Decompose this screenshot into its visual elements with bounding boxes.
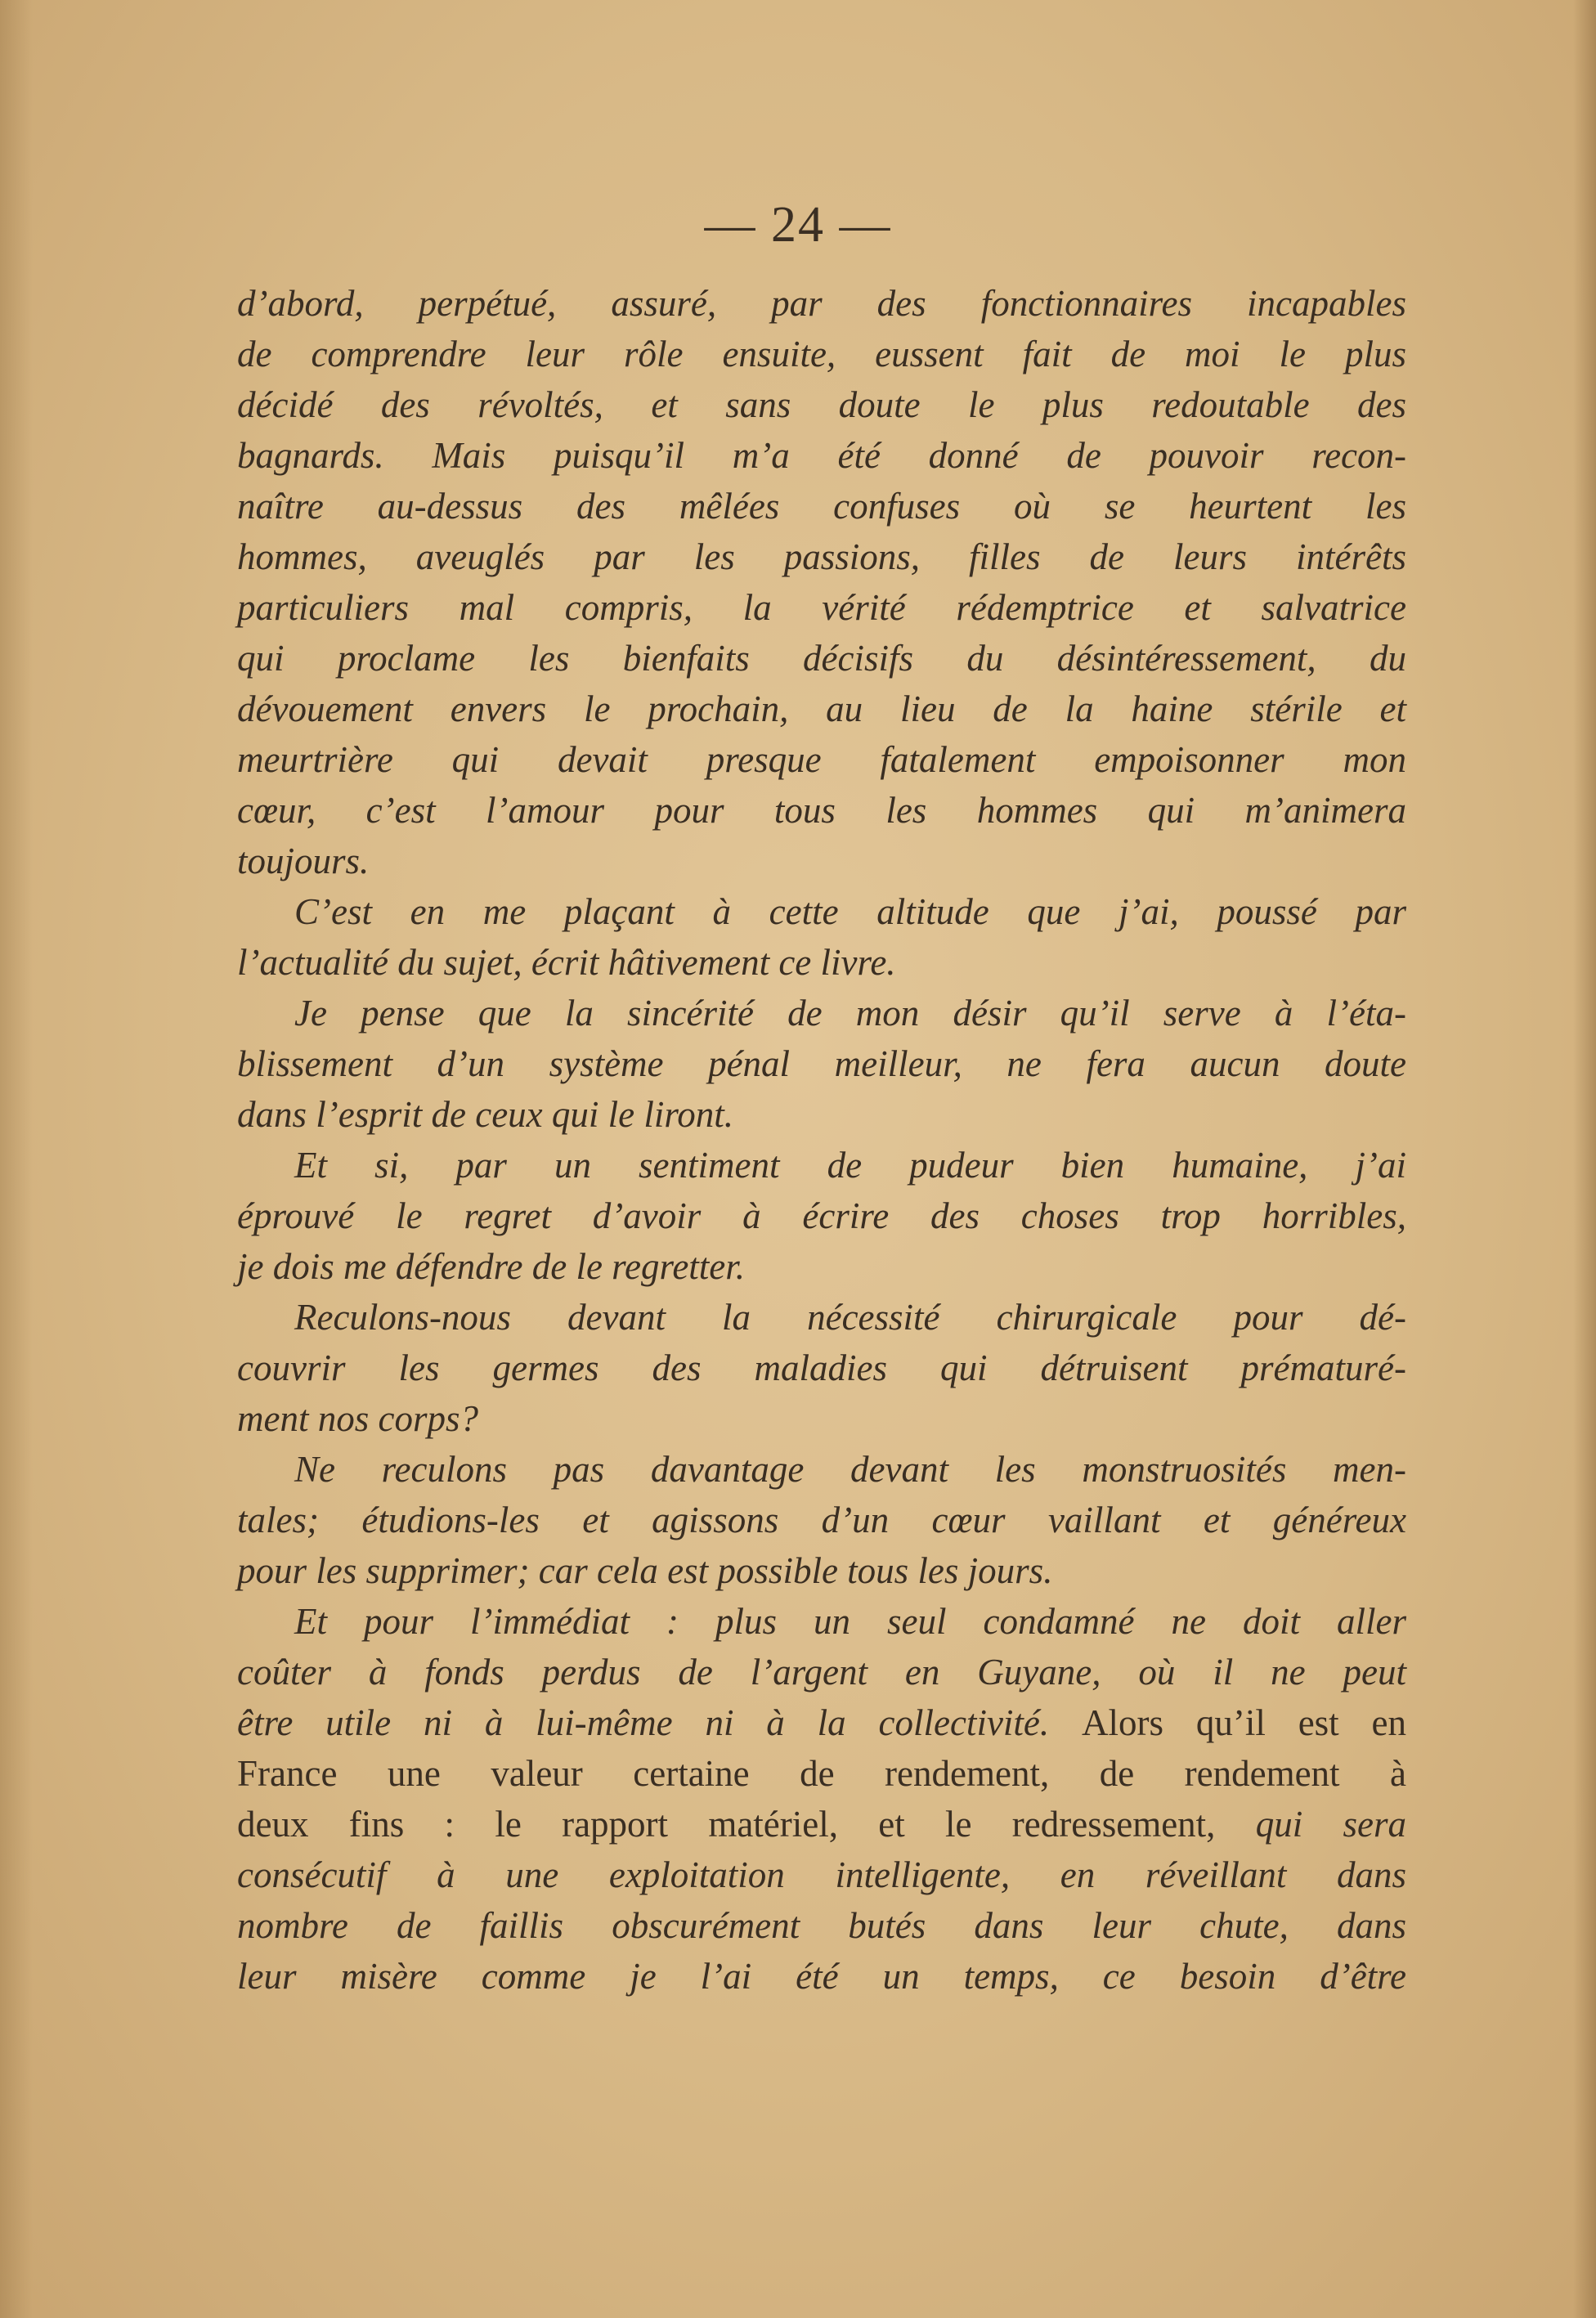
page-left-shadow [0, 0, 33, 2318]
text-line: l’actualité du sujet, écrit hâtivement ce livre. [237, 942, 896, 983]
text-line: meurtrière qui devait presque fatalement empoisonner mon [237, 739, 1406, 780]
text-line-roman-part: Alors qu’il est en [1082, 1702, 1406, 1743]
text-line: nombre de faillis obscurément butés dans leur chute, dans [237, 1905, 1406, 1946]
text-line-roman-part: deux fins : le rapport matériel, et le redressement, [237, 1804, 1256, 1845]
text-line: Ne reculons pas davantage devant les monstruosités men- [294, 1449, 1406, 1490]
text-line: consécutif à une exploitation intelligente, en réveillant dans [237, 1854, 1406, 1895]
text-line: coûter à fonds perdus de l’argent en Guyane, où il ne peut [237, 1652, 1406, 1693]
text-line-italic-part: qui sera [1255, 1804, 1407, 1845]
text-line: éprouvé le regret d’avoir à écrire des choses trop horribles, [237, 1195, 1406, 1236]
text-line: blissement d’un système pénal meilleur, ne fera aucun doute [237, 1043, 1406, 1084]
text-line: C’est en me plaçant à cette altitude que j’ai, poussé par [294, 891, 1406, 932]
text-line: ment nos corps? [237, 1398, 478, 1439]
text-line: d’abord, perpétué, assuré, par des fonctionnaires incapables [237, 283, 1406, 324]
text-line: qui proclame les bienfaits décisifs du désintéressement, du [237, 638, 1406, 679]
text-line: France une valeur certaine de rendement, de rendement à [237, 1753, 1406, 1794]
text-line: particuliers mal compris, la vérité rédemptrice et salvatrice [237, 587, 1406, 628]
page-number: — 24 — [704, 197, 892, 253]
text-line: décidé des révoltés, et sans doute le plus redoutable des [237, 384, 1406, 425]
text-line: je dois me défendre de le regretter. [237, 1246, 746, 1287]
text-line: Reculons-nous devant la nécessité chirurgicale pour dé- [294, 1297, 1406, 1338]
text-line: Je pense que la sincérité de mon désir qu’il serve à l’éta- [294, 993, 1406, 1033]
text-line: tales; étudions-les et agissons d’un cœur vaillant et généreux [237, 1500, 1406, 1540]
text-line-italic-part: être utile ni à lui-même ni à la collectivité. [237, 1702, 1082, 1743]
text-line: de comprendre leur rôle ensuite, eussent fait de moi le plus [237, 334, 1406, 374]
text-line: naître au-dessus des mêlées confuses où se heurtent les [237, 486, 1406, 527]
text-line: hommes, aveuglés par les passions, filles de leurs intérêts [237, 536, 1406, 577]
text-line: toujours. [237, 841, 370, 881]
text-line: cœur, c’est l’amour pour tous les hommes qui m’animera [237, 790, 1406, 831]
text-line: leur misère comme je l’ai été un temps, ce besoin d’être [237, 1956, 1406, 1997]
text-line: Et pour l’immédiat : plus un seul condamné ne doit aller [294, 1601, 1406, 1642]
text-line-mixed [237, 1697, 1406, 1748]
text-line: pour les supprimer; car cela est possible tous les jours. [237, 1550, 1053, 1591]
text-line: Et si, par un sentiment de pudeur bien humaine, j’ai [294, 1145, 1406, 1186]
text-line: bagnards. Mais puisqu’il m’a été donné de pouvoir recon- [237, 435, 1406, 476]
page-right-shadow [1573, 0, 1596, 2318]
body-text [237, 278, 1406, 2002]
text-line: dévouement envers le prochain, au lieu de la haine stérile et [237, 688, 1406, 729]
text-line: dans l’esprit de ceux qui le liront. [237, 1094, 733, 1135]
text-line: couvrir les germes des maladies qui détruisent prématuré- [237, 1347, 1406, 1388]
text-line-mixed [237, 1799, 1406, 1849]
